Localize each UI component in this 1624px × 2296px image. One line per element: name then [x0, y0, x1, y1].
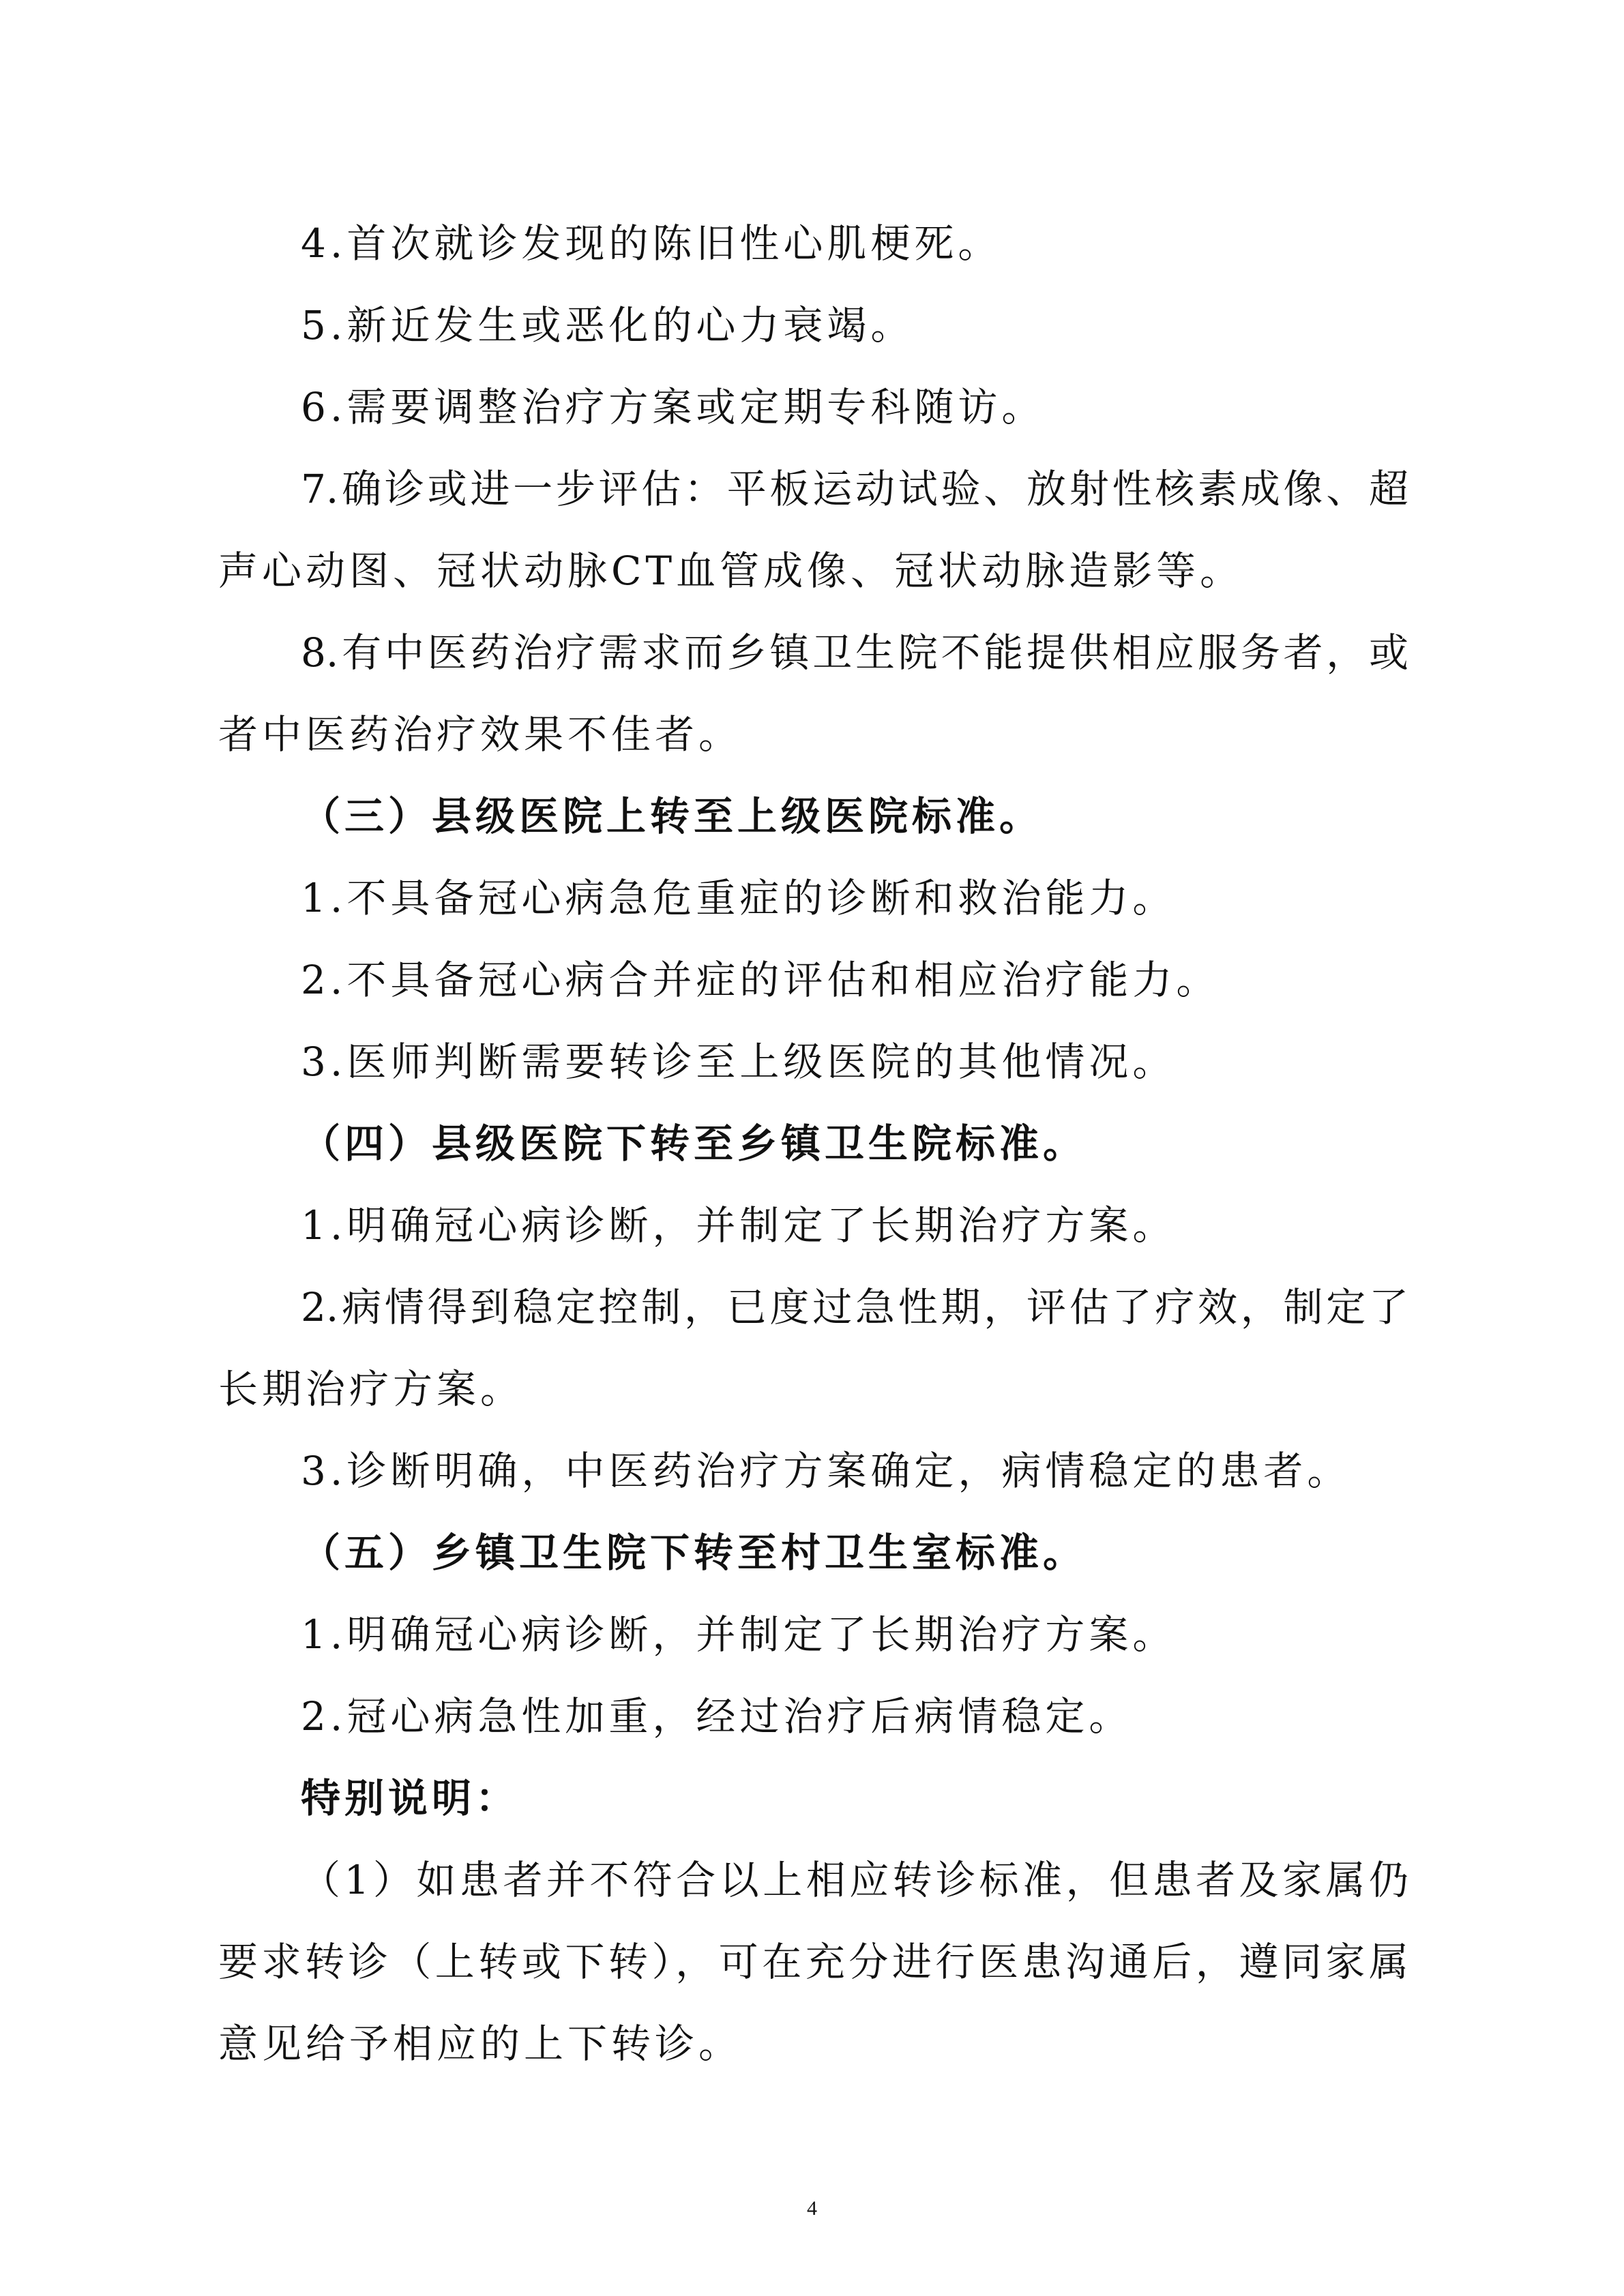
paragraph-line: 4.首次就诊发现的陈旧性心肌梗死。: [301, 220, 1002, 267]
paragraph-line: 1.不具备冠心病急危重症的诊断和救治能力。: [301, 875, 1177, 921]
page-number: 4: [807, 2197, 817, 2220]
paragraph-line: 1.明确冠心病诊断，并制定了长期治疗方案。: [301, 1611, 1177, 1658]
section-heading: （四）县级医院下转至乡镇卫生院标准。: [301, 1120, 1087, 1167]
paragraph-line: 8.有中医药治疗需求而乡镇卫生院不能提供相应服务者，或: [301, 629, 1408, 676]
special-note-heading: 特别说明：: [301, 1775, 520, 1821]
paragraph-line: 长期治疗方案。: [218, 1366, 525, 1412]
section-heading: （三）县级医院上转至上级医院标准。: [301, 793, 1044, 839]
paragraph-line: 意见给予相应的上下转诊。: [218, 2021, 743, 2067]
paragraph-line: 7.确诊或进一步评估：平板运动试验、放射性核素成像、超: [301, 466, 1408, 512]
paragraph-line: 1.明确冠心病诊断，并制定了长期治疗方案。: [301, 1202, 1177, 1249]
paragraph-line: 声心动图、冠状动脉CT血管成像、冠状动脉造影等。: [218, 548, 1244, 594]
paragraph-line: 3.医师判断需要转诊至上级医院的其他情况。: [301, 1039, 1177, 1085]
paragraph-line: 3.诊断明确，中医药治疗方案确定，病情稳定的患者。: [301, 1448, 1351, 1494]
paragraph-line: 2.冠心病急性加重，经过治疗后病情稳定。: [301, 1693, 1133, 1740]
paragraph-line: 2.病情得到稳定控制，已度过急性期，评估了疗效，制定了: [301, 1284, 1408, 1330]
paragraph-line: 2.不具备冠心病合并症的评估和相应治疗能力。: [301, 957, 1220, 1003]
paragraph-line: 者中医药治疗效果不佳者。: [218, 711, 743, 758]
paragraph-line: 要求转诊（上转或下转），可在充分进行医患沟通后，遵同家属: [218, 1939, 1408, 1985]
paragraph-line: （1）如患者并不符合以上相应转诊标准，但患者及家属仍: [301, 1857, 1408, 1903]
paragraph-line: 6.需要调整治疗方案或定期专科随访。: [301, 384, 1046, 430]
section-heading: （五）乡镇卫生院下转至村卫生室标准。: [301, 1530, 1087, 1576]
paragraph-line: 5.新近发生或恶化的心力衰竭。: [301, 302, 915, 348]
